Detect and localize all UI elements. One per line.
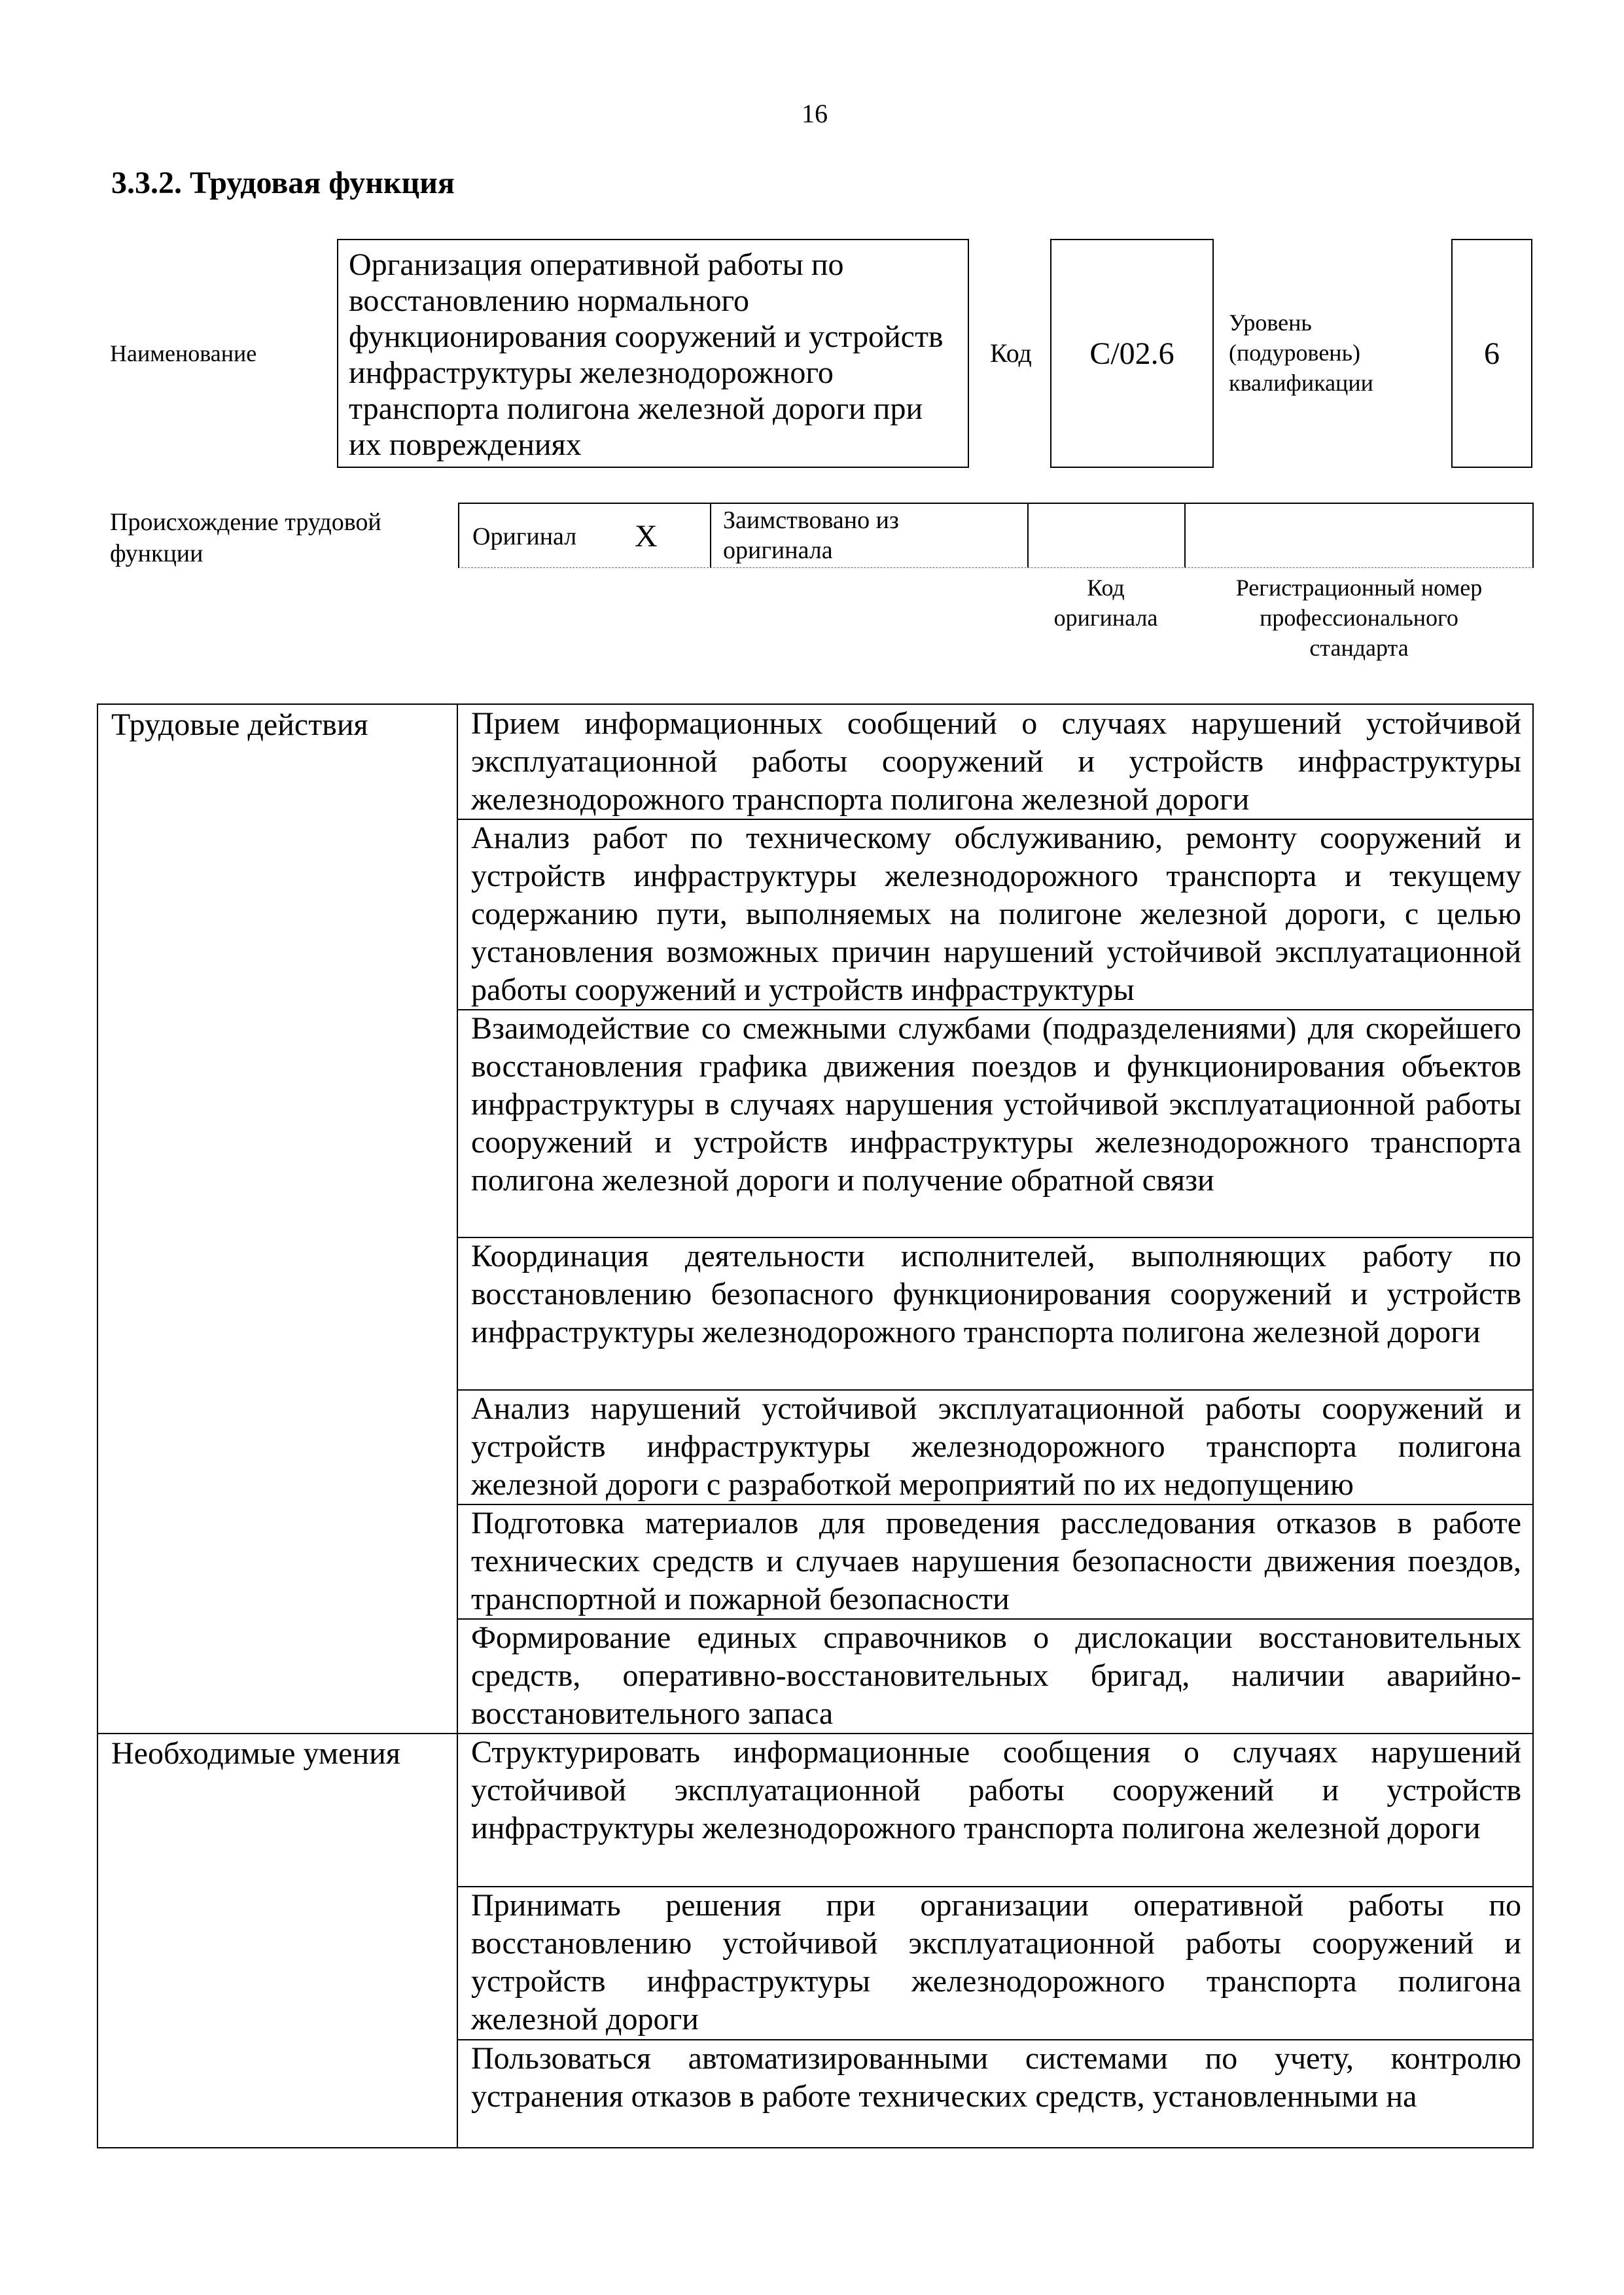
reg-caption-line3: стандарта: [1309, 635, 1409, 661]
action-item: Подготовка материалов для проведения расследования отказов в работе технических средств и случаев нарушения безопасности движения поездов, транспортной и пожарной безопасности: [471, 1506, 1521, 1616]
level-label-line1: Уровень: [1229, 310, 1312, 336]
skill-item: Структурировать информационные сообщения о случаях нарушений устойчивой эксплуатационной работы сооружений и устройств инфраструктуры железнодорожного транспорта полигона железной дороги: [471, 1735, 1521, 1845]
skills-category-label: Необходимые умения: [111, 1736, 400, 1771]
origin-label-line1: Происхождение трудовой: [110, 508, 381, 536]
reg-caption-line2: профессионального: [1260, 605, 1458, 631]
original-label: Оригинал: [472, 523, 577, 550]
page-number: 16: [802, 99, 828, 128]
action-item: Прием информационных сообщений о случаях нарушений устойчивой эксплуатационной работы сооружений и устройств инфраструктуры железнодорожного транспорта полигона железной дороги: [471, 706, 1521, 817]
column-divider: [457, 705, 458, 2147]
origin-label-line2: функции: [110, 540, 203, 567]
code-caption-line2: оригинала: [1053, 605, 1158, 631]
actions-category-label: Трудовые действия: [111, 707, 368, 742]
level-value: 6: [1451, 239, 1532, 468]
action-item: Анализ нарушений устойчивой эксплуатационной работы сооружений и устройств инфраструктуры железнодорожного транспорта полигона железной дороги с разработкой мероприятий по их недопущению: [471, 1391, 1521, 1502]
action-item: Взаимодействие со смежными службами (подразделениями) для скорейшего восстановления графика движения поездов и функционирования объектов инфраструктуры в случаях нарушения устойчивой эксплуатационной работы сооружений и устройств инфраструктуры железнодорожного транспорта полигона железной дороги и получение обратной связи: [471, 1011, 1521, 1198]
original-mark: X: [635, 519, 658, 554]
registration-number-cell: [1186, 504, 1535, 567]
action-item: Анализ работ по техническому обслуживанию, ремонту сооружений и устройств инфраструктуры железнодорожного транспорта и текущему содержанию пути, выполняемых на полигоне железной дороги, с целью установления возможных причин нарушений устойчивой эксплуатационной работы сооружений и устройств инфраструктуры: [471, 821, 1521, 1007]
borrowed-label-line1: Заимствовано из: [723, 507, 899, 534]
skill-item: Пользоваться автоматизированными системами по учету, контролю устранения отказов в работе технических средств, установленными на: [471, 2041, 1521, 2114]
section-title: 3.3.2. Трудовая функция: [111, 166, 455, 200]
action-item: Координация деятельности исполнителей, выполняющих работу по восстановлению безопасного функционирования сооружений и устройств инфраструктуры железнодорожного транспорта полигона железной дороги: [471, 1239, 1521, 1349]
level-label-line3: квалификации: [1229, 370, 1373, 396]
functions-table: [97, 703, 1534, 2148]
reg-caption-line1: Регистрационный номер: [1235, 575, 1483, 601]
code-label: Код: [990, 338, 1032, 368]
skill-item: Принимать решения при организации оперативной работы по восстановлению устойчивой эксплуатационной работы сооружений и устройств инфраструктуры железнодорожного транспорта полигона железной дороги: [471, 1888, 1521, 2037]
original-cell: [459, 504, 711, 567]
original-code-cell: [1029, 504, 1186, 567]
borrowed-cell: [711, 504, 1029, 567]
action-item: Формирование единых справочников о дислокации восстановительных средств, оперативно-восстановительных бригад, наличии аварийно-восстановительного запаса: [471, 1620, 1521, 1731]
name-value: Организация оперативной работы по восстановлению нормального функционирования сооружений и устройств инфраструктуры железнодорожного транспорта полигона железной дороги при их повреждениях: [337, 239, 969, 468]
code-value: C/02.6: [1050, 239, 1214, 468]
borrowed-label-line2: оригинала: [723, 537, 833, 564]
origin-row: [458, 503, 1534, 568]
code-caption-line1: Код: [1087, 575, 1125, 601]
name-label: Наименование: [110, 340, 257, 366]
level-label-line2: (подуровень): [1229, 340, 1360, 366]
